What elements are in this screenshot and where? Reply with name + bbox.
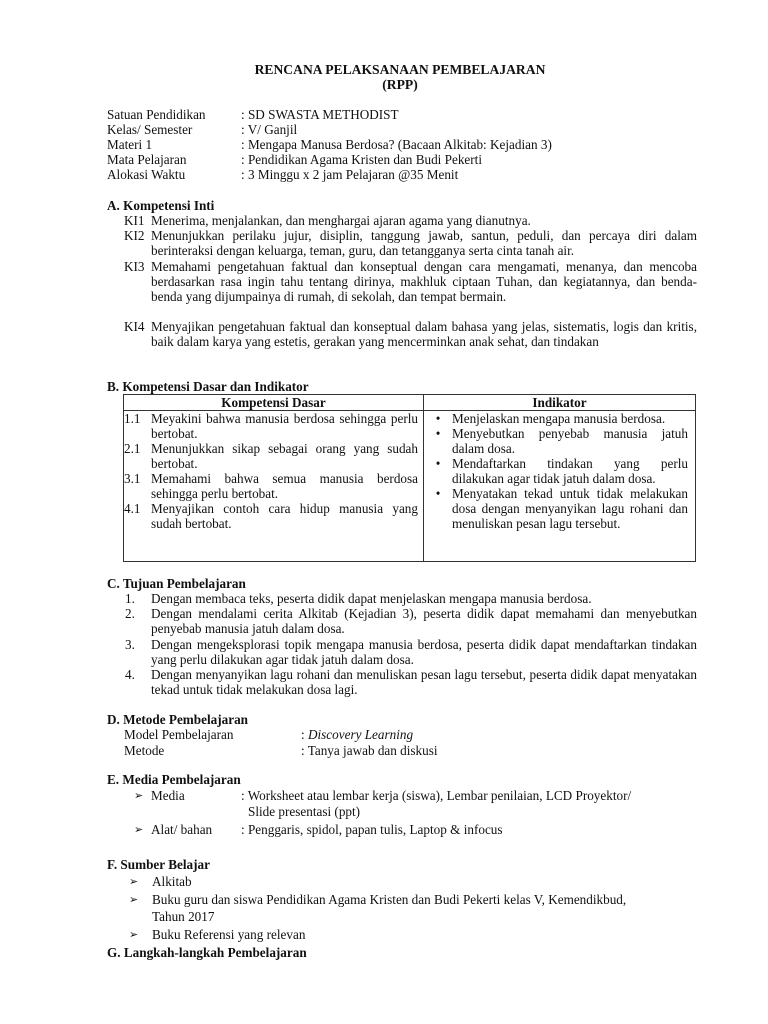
sumber-item: Buku Referensi yang relevan xyxy=(152,927,306,942)
kd-text: Menyajikan contoh cara hidup manusia yang sudah bertobat. xyxy=(151,501,418,531)
model-name: Discovery Learning xyxy=(307,727,414,742)
list-number: 4. xyxy=(125,667,135,682)
indikator-item xyxy=(424,411,695,426)
identity-value: : Pendidikan Agama Kristen dan Budi Pekerti xyxy=(241,152,482,167)
kd-text: Memahami bahwa semua manusia berdosa sehingga perlu bertobat. xyxy=(151,471,418,501)
indikator-text: Menyatakan tekad untuk tidak melakukan dosa dengan menyanyikan lagu rohani dan menuliskan pesan lagu tersebut. xyxy=(452,486,688,531)
sumber-item: Alkitab xyxy=(152,874,192,889)
indikator-cell xyxy=(424,411,696,562)
identity-label: Kelas/ Semester xyxy=(107,122,193,137)
section-d-heading: D. Metode Pembelajaran xyxy=(107,712,248,727)
kd-number: 3.1 xyxy=(124,471,141,486)
section-f-heading: F. Sumber Belajar xyxy=(107,857,210,872)
arrow-bullet-icon: ➢ xyxy=(134,823,144,836)
kd-text: Meyakini bahwa manusia berdosa sehingga perlu bertobat. xyxy=(151,411,418,441)
media-value-cont: Slide presentasi (ppt) xyxy=(248,804,361,819)
list-number: 3. xyxy=(125,637,135,652)
arrow-bullet-icon: ➢ xyxy=(134,789,144,802)
arrow-bullet-icon: ➢ xyxy=(129,928,139,941)
sumber-item: Buku guru dan siswa Pendidikan Agama Kristen dan Budi Pekerti kelas V, Kemendikbud, xyxy=(152,892,627,907)
indikator-item xyxy=(424,426,695,456)
indikator-item xyxy=(424,456,695,486)
ki-code: KI4 xyxy=(124,319,145,334)
identity-label: Alokasi Waktu xyxy=(107,167,186,182)
media-value: : Worksheet atau lembar kerja (siswa), Lembar penilaian, LCD Proyektor/ xyxy=(241,788,632,803)
document-subtitle: (RPP) xyxy=(382,77,418,92)
kd-cell xyxy=(124,411,424,562)
kd-indikator-table xyxy=(123,394,696,562)
kd-number: 4.1 xyxy=(124,501,141,516)
section-c-heading: C. Tujuan Pembelajaran xyxy=(107,576,246,591)
kd-item xyxy=(124,441,423,471)
tujuan-text: Dengan mendalami cerita Alkitab (Kejadian 3), peserta didik dapat memahami dan menyebutkan penyebab manusia jatuh dalam dosa. xyxy=(151,606,697,636)
kd-item xyxy=(124,411,423,441)
ki-code: KI3 xyxy=(124,259,145,274)
kd-column-header: Kompetensi Dasar xyxy=(124,395,424,411)
identity-value: : V/ Ganjil xyxy=(241,122,298,137)
indikator-text: Menjelaskan mengapa manusia berdosa. xyxy=(452,411,666,426)
section-g-heading: G. Langkah-langkah Pembelajaran xyxy=(107,945,307,960)
indikator-column-header: Indikator xyxy=(424,395,696,411)
section-e-heading: E. Media Pembelajaran xyxy=(107,772,241,787)
arrow-bullet-icon: ➢ xyxy=(129,875,139,888)
tujuan-text: Dengan membaca teks, peserta didik dapat menjelaskan mengapa manusia berdosa. xyxy=(151,591,592,606)
tujuan-text: Dengan mengeksplorasi topik mengapa manusia berdosa, peserta didik dapat mendaftarkan tindakan yang perlu dilakukan agar tidak jatuh dalam dosa. xyxy=(151,637,697,667)
ki-text: Menyajikan pengetahuan faktual dan konseptual dalam bahasa yang jelas, sistematis, logis dan kritis, baik dalam karya yang estetis, gerakan yang mencerminkan anak sehat, dan tindakan xyxy=(151,319,697,349)
identity-value: : Mengapa Manusa Berdosa? (Bacaan Alkitab: Kejadian 3) xyxy=(241,137,552,152)
tujuan-text: Dengan menyanyikan lagu rohani dan menuliskan pesan lagu tersebut, peserta didik dapat menyatakan tekad untuk tidak melakukan dosa lagi. xyxy=(151,667,697,697)
bullet-icon: • xyxy=(435,426,441,441)
ki-code: KI2 xyxy=(124,228,145,243)
identity-value: : SD SWASTA METHODIST xyxy=(241,107,399,122)
ki-code: KI1 xyxy=(124,213,145,228)
bullet-icon: • xyxy=(435,411,441,426)
metode-value: : Tanya jawab dan diskusi xyxy=(301,743,438,758)
bullet-icon: • xyxy=(435,486,441,501)
identity-label: Satuan Pendidikan xyxy=(107,107,206,122)
model-label: Model Pembelajaran xyxy=(124,727,234,742)
arrow-bullet-icon: ➢ xyxy=(129,893,139,906)
media-label: Media xyxy=(151,788,185,803)
list-number: 1. xyxy=(125,591,135,606)
indikator-text: Menyebutkan penyebab manusia jatuh dalam dosa. xyxy=(452,426,688,456)
model-value xyxy=(301,727,413,742)
alat-value: : Penggaris, spidol, papan tulis, Laptop & infocus xyxy=(241,822,503,837)
model-colon: : xyxy=(301,727,305,742)
metode-label: Metode xyxy=(124,743,165,758)
ki-text: Menerima, menjalankan, dan menghargai ajaran agama yang dianutnya. xyxy=(151,213,531,228)
identity-label: Mata Pelajaran xyxy=(107,152,187,167)
list-number: 2. xyxy=(125,606,135,621)
ki-text: Memahami pengetahuan faktual dan konseptual dengan cara mengamati, menanya, dan mencoba berdasarkan rasa ingin tahu tentang dirinya, makhluk ciptaan Tuhan, dan kegiatannya, dan benda-benda yang dijumpainya di rumah, di sekolah, dan tempat bermain. xyxy=(151,259,697,304)
ki-text: Menunjukkan perilaku jujur, disiplin, tanggung jawab, santun, peduli, dan percaya diri dalam berinteraksi dengan keluarga, teman, guru, dan tetangganya serta cinta tanah air. xyxy=(151,228,697,258)
section-b-heading: B. Kompetensi Dasar dan Indikator xyxy=(107,379,309,394)
kd-item xyxy=(124,501,423,531)
kd-item xyxy=(124,471,423,501)
identity-value: : 3 Minggu x 2 jam Pelajaran @35 Menit xyxy=(241,167,459,182)
alat-label: Alat/ bahan xyxy=(151,822,213,837)
section-a-heading: A. Kompetensi Inti xyxy=(107,198,215,213)
table-row xyxy=(124,411,696,562)
bullet-icon: • xyxy=(435,456,441,471)
indikator-item xyxy=(424,486,695,531)
kd-number: 2.1 xyxy=(124,441,141,456)
indikator-text: Mendaftarkan tindakan yang perlu dilakukan agar tidak jatuh dalam dosa. xyxy=(452,456,688,486)
document-title: RENCANA PELAKSANAAN PEMBELAJARAN xyxy=(254,62,546,77)
kd-text: Menunjukkan sikap sebagai orang yang sudah bertobat. xyxy=(151,441,418,471)
sumber-item-cont: Tahun 2017 xyxy=(152,909,215,924)
kd-number: 1.1 xyxy=(124,411,141,426)
table-header-row xyxy=(124,395,696,411)
identity-label: Materi 1 xyxy=(107,137,153,152)
